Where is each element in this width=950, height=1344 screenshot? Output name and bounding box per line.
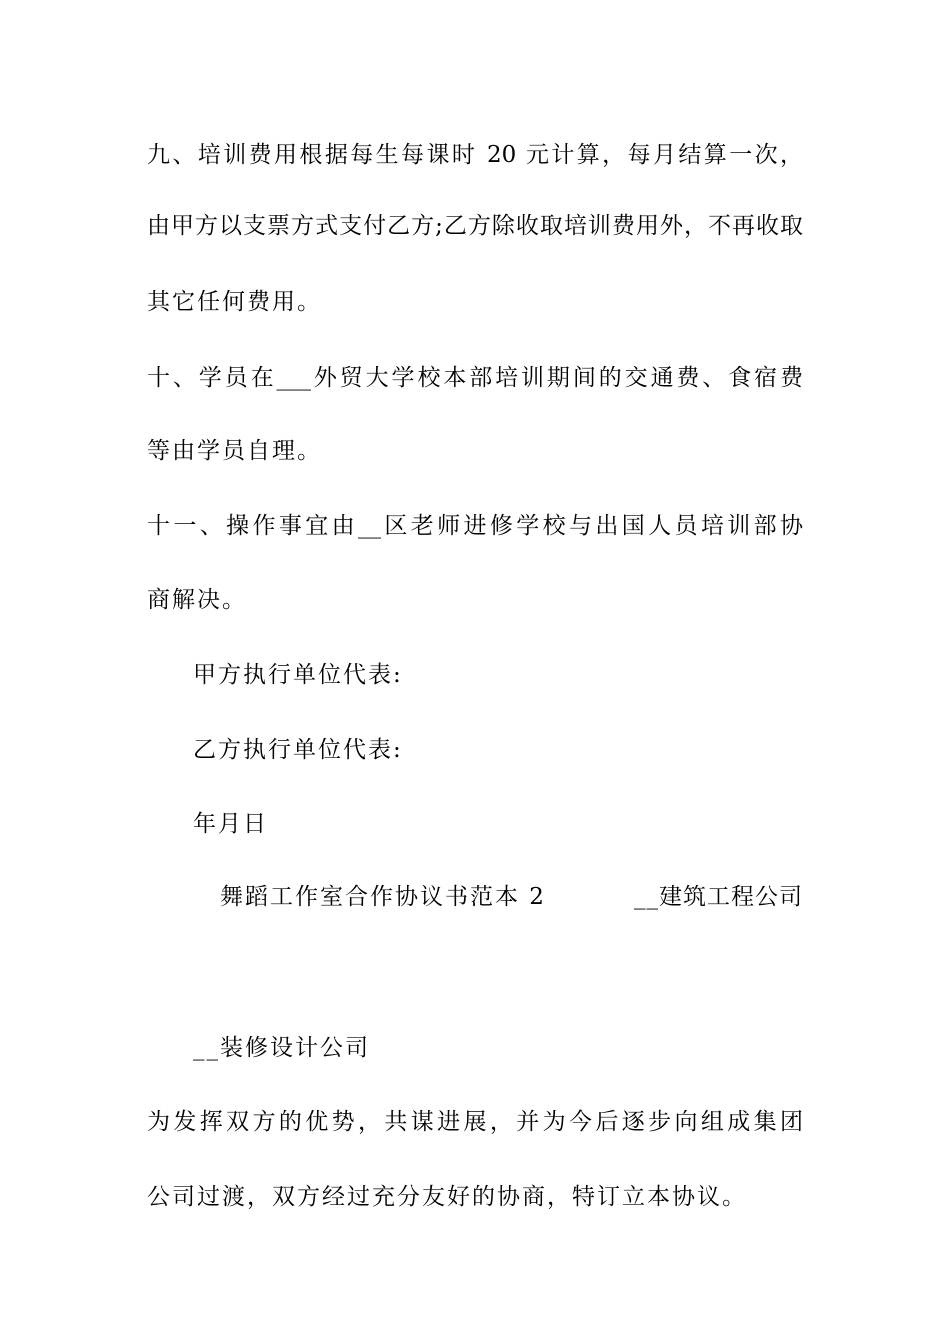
intro-line-1: 为发挥双方的优势，共谋进展，并为今后逐步向组成集团 bbox=[147, 1109, 803, 1135]
party-b-representative: 乙方执行单位代表: bbox=[193, 737, 403, 763]
clause-11-line-2: 商解决。 bbox=[147, 587, 247, 613]
company-b-name: __装修设计公司 bbox=[193, 1035, 370, 1061]
company-a-name: __建筑工程公司 bbox=[634, 884, 803, 910]
clause-9-line-3: 其它任何费用。 bbox=[147, 289, 322, 315]
clause-10-line-2: 等由学员自理。 bbox=[147, 438, 322, 464]
agreement-title-row bbox=[147, 882, 803, 912]
agreement-title: 舞蹈工作室合作协议书范本 2 bbox=[220, 884, 546, 910]
clause-11-line-1: 十一、操作事宜由__区老师进修学校与出国人员培训部协 bbox=[147, 513, 803, 539]
intro-line-2: 公司过渡，双方经过充分友好的协商，特订立本协议。 bbox=[147, 1184, 747, 1210]
clause-9-line-1: 九、培训费用根据每生每课时 20 元计算，每月结算一次， bbox=[147, 142, 803, 168]
signature-date: 年月日 bbox=[193, 811, 268, 837]
clause-10-line-1: 十、学员在___外贸大学校本部培训期间的交通费、食宿费 bbox=[147, 365, 803, 391]
clause-9-line-2: 由甲方以支票方式支付乙方;乙方除收取培训费用外，不再收取 bbox=[147, 213, 803, 239]
party-a-representative: 甲方执行单位代表: bbox=[193, 662, 403, 688]
